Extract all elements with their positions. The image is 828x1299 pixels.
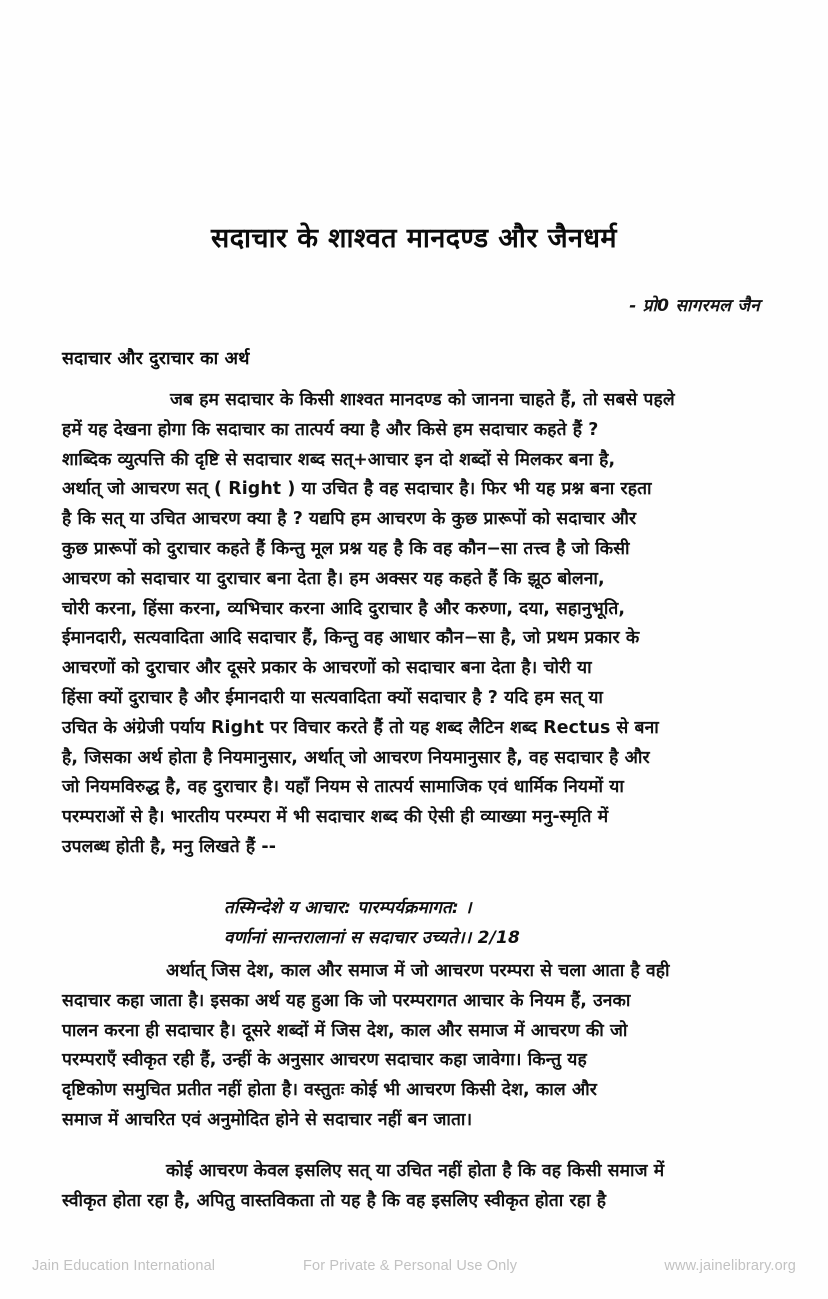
paragraph-one (62, 386, 766, 863)
footer-website-link[interactable]: www.jainelibrary.org (664, 1258, 796, 1274)
text-line: हिंसा क्यों दुराचार है और ईमानदारी या सत्यवादिता क्यों सदाचार है ? यदि हम सत् या (62, 687, 604, 708)
title-block (0, 222, 828, 256)
text-line: शाब्दिक व्युत्पत्ति की दृष्टि से सदाचार शब्द सत्+आचार इन दो शब्दों से मिलकर बना है, (62, 449, 616, 470)
text-line: परम्पराएँ स्वीकृत रही हैं, उन्हीं के अनुसार आचरण सदाचार कहा जावेगा। किन्तु यह (62, 1050, 587, 1071)
text-line: है कि सत् या उचित आचरण क्या है ? यद्यपि हम आचरण के कुछ प्रारूपों को सदाचार और (62, 509, 637, 530)
paragraph-three (62, 1157, 766, 1217)
text-line: उचित के अंग्रेजी पर्याय Right पर विचार करते हैं तो यह शब्द लैटिन शब्द Rectus से बना (62, 717, 659, 738)
text-line: समाज में आचरित एवं अनुमोदित होने से सदाचार नहीं बन जाता। (62, 1109, 473, 1130)
author-byline: - प्रो0 सागरमल जैन (629, 296, 760, 316)
text-line: उपलब्ध होती है, मनु लिखते हैं -- (62, 836, 277, 857)
text-line: अर्थात् जो आचरण सत् ( Right ) या उचित है वह सदाचार है। फिर भी यह प्रश्न बना रहता (62, 479, 652, 500)
section-heading: सदाचार और दुराचार का अर्थ (62, 349, 250, 369)
paragraph-two (62, 957, 766, 1136)
sanskrit-verse (224, 893, 520, 953)
verse-line: तस्मिन्देशे य आचार: पारम्पर्यक्रमागत: । (224, 898, 472, 918)
text-line: ईमानदारी, सत्यवादिता आदि सदाचार हैं, किन्तु वह आधार कौन−सा है, जो प्रथम प्रकार के (62, 628, 640, 649)
footer-usage-notice: For Private & Personal Use Only (303, 1258, 518, 1274)
footer-publisher: Jain Education International (32, 1258, 216, 1274)
text-line: चोरी करना, हिंसा करना, व्यभिचार करना आदि दुराचार है और करुणा, दया, सहानुभूति, (62, 598, 626, 619)
text-line: जब हम सदाचार के किसी शाश्वत मानदण्ड को जानना चाहते हैं, तो सबसे पहले (170, 390, 675, 410)
text-line: आचरण को सदाचार या दुराचार बना देता है। हम अक्सर यह कहते हैं कि झूठ बोलना, (62, 568, 605, 589)
text-line: दृष्टिकोण समुचित प्रतीत नहीं होता है। वस्तुतः कोई भी आचरण किसी देश, काल और (62, 1080, 597, 1101)
text-line: हमें यह देखना होगा कि सदाचार का तात्पर्य क्या है और किसे हम सदाचार कहते हैं ? (62, 419, 599, 440)
text-line: है, जिसका अर्थ होता है नियमानुसार, अर्थात् जो आचरण नियमानुसार है, वह सदाचार है और (62, 747, 650, 768)
text-line: जो नियमविरुद्ध है, वह दुराचार है। यहाँ नियम से तात्पर्य सामाजिक एवं धार्मिक नियमों या (62, 777, 624, 798)
text-line: कोई आचरण केवल इसलिए सत् या उचित नहीं होता है कि वह किसी समाज में (166, 1161, 665, 1181)
text-line: अर्थात् जिस देश, काल और समाज में जो आचरण परम्परा से चला आता है वही (166, 961, 670, 981)
page-title: सदाचार के शाश्वत मानदण्ड और जैनधर्म (211, 223, 617, 254)
text-line: आचरणों को दुराचार और दूसरे प्रकार के आचरणों को सदाचार बना देता है। चोरी या (62, 658, 592, 679)
verse-line: वर्णानां सान्तरालानां स सदाचार उच्यते।। 2/18 (224, 928, 521, 948)
text-line: सदाचार कहा जाता है। इसका अर्थ यह हुआ कि जो परम्परागत आचार के नियम हैं, उनका (62, 990, 631, 1011)
text-line: परम्पराओं से है। भारतीय परम्परा में भी सदाचार शब्द की ऐसी ही व्याख्या मनु-स्मृति में (62, 807, 609, 828)
text-line: पालन करना ही सदाचार है। दूसरे शब्दों में जिस देश, काल और समाज में आचरण की जो (62, 1020, 628, 1041)
text-line: स्वीकृत होता रहा है, अपितु वास्तविकता तो यह है कि वह इसलिए स्वीकृत होता रहा है (62, 1190, 607, 1211)
page-footer (0, 1258, 828, 1286)
text-line: कुछ प्रारूपों को दुराचार कहते हैं किन्तु मूल प्रश्न यह है कि वह कौन−सा तत्त्व है जो किसी (62, 538, 630, 559)
